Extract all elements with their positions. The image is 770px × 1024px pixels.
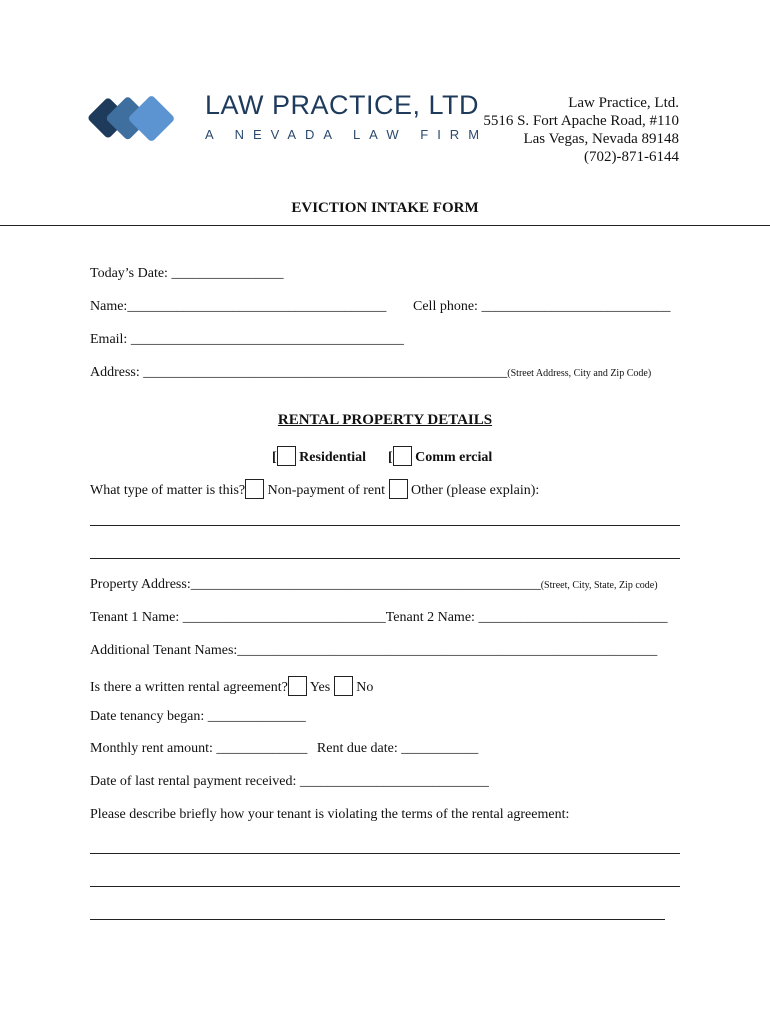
residential-label: Residential [299, 450, 367, 465]
rent-amount-row [90, 741, 478, 757]
logo-name: LAW PRACTICE, LTD [205, 90, 480, 120]
logo-mark [88, 90, 188, 150]
nonpayment-checkbox[interactable] [245, 479, 264, 499]
violation-line-3[interactable] [90, 919, 665, 920]
firm-address-block [483, 94, 679, 166]
agreement-yes-label: Yes [309, 680, 331, 695]
form-title: EVICTION INTAKE FORM [291, 200, 479, 216]
logo-tagline: A NEVADA LAW FIRM [205, 127, 489, 142]
address-row [90, 365, 651, 381]
todays-date-row [90, 266, 283, 282]
property-address-hint: (Street, City, State, Zip code) [540, 580, 658, 591]
property-address-row [90, 577, 658, 593]
cell-phone-field[interactable]: ___________________________ [481, 299, 671, 314]
violation-line-1[interactable] [90, 853, 680, 854]
additional-tenants-label: Additional Tenant Names: [90, 643, 238, 658]
last-payment-label: Date of last rental payment received: [90, 774, 297, 789]
commercial-label: Comm ercial [415, 450, 493, 465]
additional-tenants-field[interactable]: ____________________________________________________________ [237, 643, 658, 658]
residential-option [272, 446, 366, 466]
address-label: Address: [90, 365, 140, 380]
last-payment-field[interactable]: ___________________________ [299, 774, 489, 789]
rental-agreement-label: Is there a written rental agreement? [90, 680, 288, 695]
tenant-names-row [90, 610, 667, 626]
commercial-bracket: [ [388, 450, 393, 465]
explain-line-2[interactable] [90, 558, 680, 559]
address-field[interactable]: ____________________________________________________ [143, 365, 508, 380]
firm-city: Las Vegas, Nevada 89148 [523, 131, 679, 147]
rent-due-date-field[interactable]: ___________ [401, 741, 479, 756]
address-hint: (Street Address, City and Zip Code) [507, 368, 652, 379]
property-address-field[interactable]: __________________________________________________ [190, 577, 541, 592]
firm-street: 5516 S. Fort Apache Road, #110 [483, 113, 679, 129]
additional-tenants-row [90, 643, 657, 659]
last-payment-row [90, 774, 489, 790]
todays-date-label: Today’s Date: [90, 266, 168, 281]
email-label: Email: [90, 332, 128, 347]
rent-due-date-label: Rent due date: [316, 741, 398, 756]
matter-type-row [90, 479, 539, 499]
rental-section-title: RENTAL PROPERTY DETAILS [277, 412, 493, 428]
other-label: Other (please explain): [411, 483, 540, 498]
explain-line-1[interactable] [90, 525, 680, 526]
agreement-no-label: No [356, 680, 374, 695]
email-row [90, 332, 404, 348]
rental-agreement-row [90, 676, 373, 696]
residential-bracket: [ [272, 450, 277, 465]
cell-phone-label: Cell phone: [413, 299, 478, 314]
tenant2-label: Tenant 2 Name: [385, 610, 475, 625]
agreement-no-checkbox[interactable] [334, 676, 353, 696]
name-field[interactable]: _____________________________________ [127, 299, 387, 314]
firm-name: Law Practice, Ltd. [568, 95, 679, 111]
header-divider [0, 225, 770, 226]
name-label: Name: [90, 299, 128, 314]
todays-date-field[interactable]: ________________ [171, 266, 284, 281]
monthly-rent-field[interactable]: _____________ [216, 741, 308, 756]
tenancy-began-field[interactable]: ______________ [207, 709, 306, 724]
commercial-option [388, 446, 492, 466]
nonpayment-label: Non-payment of rent [267, 483, 386, 498]
logo-text [205, 90, 488, 142]
violation-line-2[interactable] [90, 886, 680, 887]
tenant1-label: Tenant 1 Name: [90, 610, 180, 625]
matter-type-label: What type of matter is this? [90, 483, 246, 498]
tenancy-began-row [90, 709, 306, 725]
monthly-rent-label: Monthly rent amount: [90, 741, 213, 756]
email-field[interactable]: _______________________________________ [130, 332, 404, 347]
agreement-yes-checkbox[interactable] [288, 676, 307, 696]
violation-prompt: Please describe briefly how your tenant is violating the terms of the rental agreement: [90, 807, 570, 822]
logo-diamond-light [127, 94, 175, 142]
tenant1-field[interactable]: _____________________________ [182, 610, 386, 625]
cell-row [413, 299, 670, 315]
property-address-label: Property Address: [90, 577, 191, 592]
tenancy-began-label: Date tenancy began: [90, 709, 205, 724]
tenant2-field[interactable]: ___________________________ [478, 610, 668, 625]
residential-checkbox[interactable] [277, 446, 296, 466]
other-checkbox[interactable] [389, 479, 408, 499]
firm-phone: (702)-871-6144 [584, 149, 679, 165]
name-row [90, 299, 386, 315]
commercial-checkbox[interactable] [393, 446, 412, 466]
